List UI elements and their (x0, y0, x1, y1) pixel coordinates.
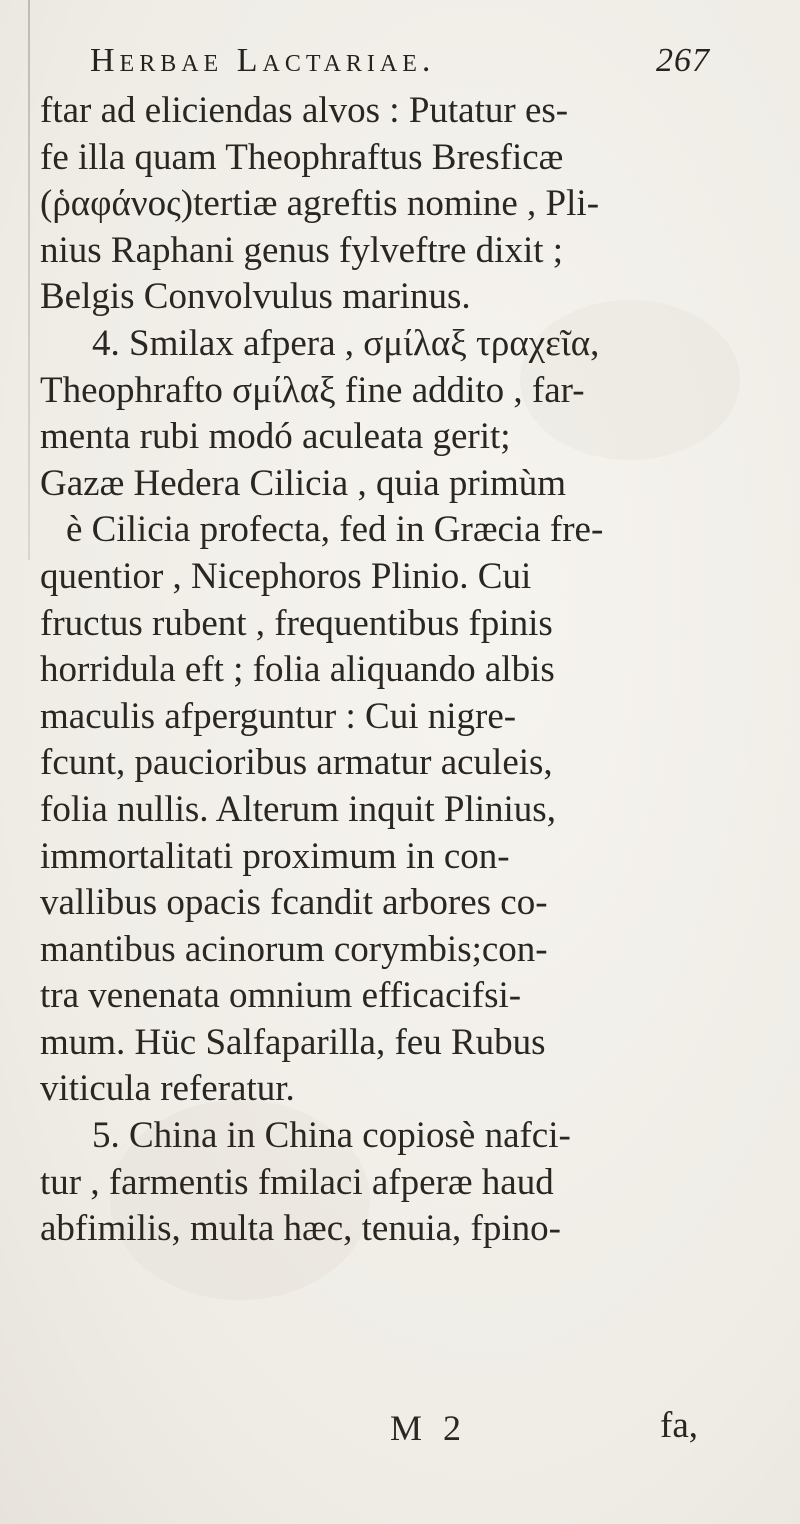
text-line: quentior , Nicephoros Plinio. Cui (40, 555, 532, 597)
text-line: Gazæ Hedera Cilicia , quia primùm (40, 462, 567, 504)
text-line: è Cilicia profecta, fed in Græcia fre- (66, 509, 604, 551)
text-line-paragraph-start: 5. China in China copiosè nafci- (92, 1115, 571, 1157)
text-line: fructus rubent , frequentibus fpinis (40, 602, 553, 644)
text-line: Theophrafto σμίλαξ fine addito , far- (40, 369, 585, 411)
text-line: fcunt, paucioribus armatur aculeis, (40, 742, 553, 784)
text-line: nius Raphani genus fylveftre dixit ; (40, 229, 564, 271)
running-title: Herbae Lactariae. (90, 42, 436, 79)
text-line: tur , farmentis fmilaci afperæ haud (40, 1161, 554, 1203)
text-line: folia nullis. Alterum inquit Plinius, (40, 788, 556, 830)
text-line: mantibus acinorum corymbis;con- (40, 928, 548, 970)
text-line: immortalitati proximum in con- (40, 835, 510, 877)
text-line: tra venenata omnium efficacifsi- (40, 975, 522, 1017)
running-head (90, 42, 710, 86)
text-line: Belgis Convolvulus marinus. (40, 276, 471, 318)
text-line: mum. Hüc Salfaparilla, feu Rubus (40, 1021, 546, 1063)
text-line: viticula referatur. (40, 1068, 295, 1110)
text-line: horridula eft ; folia aliquando albis (40, 649, 555, 691)
text-line-paragraph-start: 4. Smilax afpera , σμίλαξ τραχεῖα, (92, 322, 600, 364)
text-line: ftar ad eliciendas alvos : Putatur es- (40, 90, 569, 131)
signature-mark: M 2 (390, 1408, 468, 1448)
text-line: menta rubi modó aculeata gerit; (40, 416, 511, 458)
text-line: fe illa quam Theophraftus Bresficæ (40, 136, 564, 178)
gutter-rule (28, 0, 30, 560)
catchword: fa, (660, 1405, 698, 1446)
text-line: maculis afperguntur : Cui nigre- (40, 695, 517, 737)
body-text (40, 88, 790, 1253)
page-number: 267 (656, 42, 710, 79)
text-line: vallibus opacis fcandit arbores co- (40, 882, 548, 924)
text-line: (ῥαφάνος)tertiæ agreftis nomine , Pli- (40, 183, 600, 225)
text-line: abfimilis, multa hæc, tenuia, fpino- (40, 1208, 561, 1250)
